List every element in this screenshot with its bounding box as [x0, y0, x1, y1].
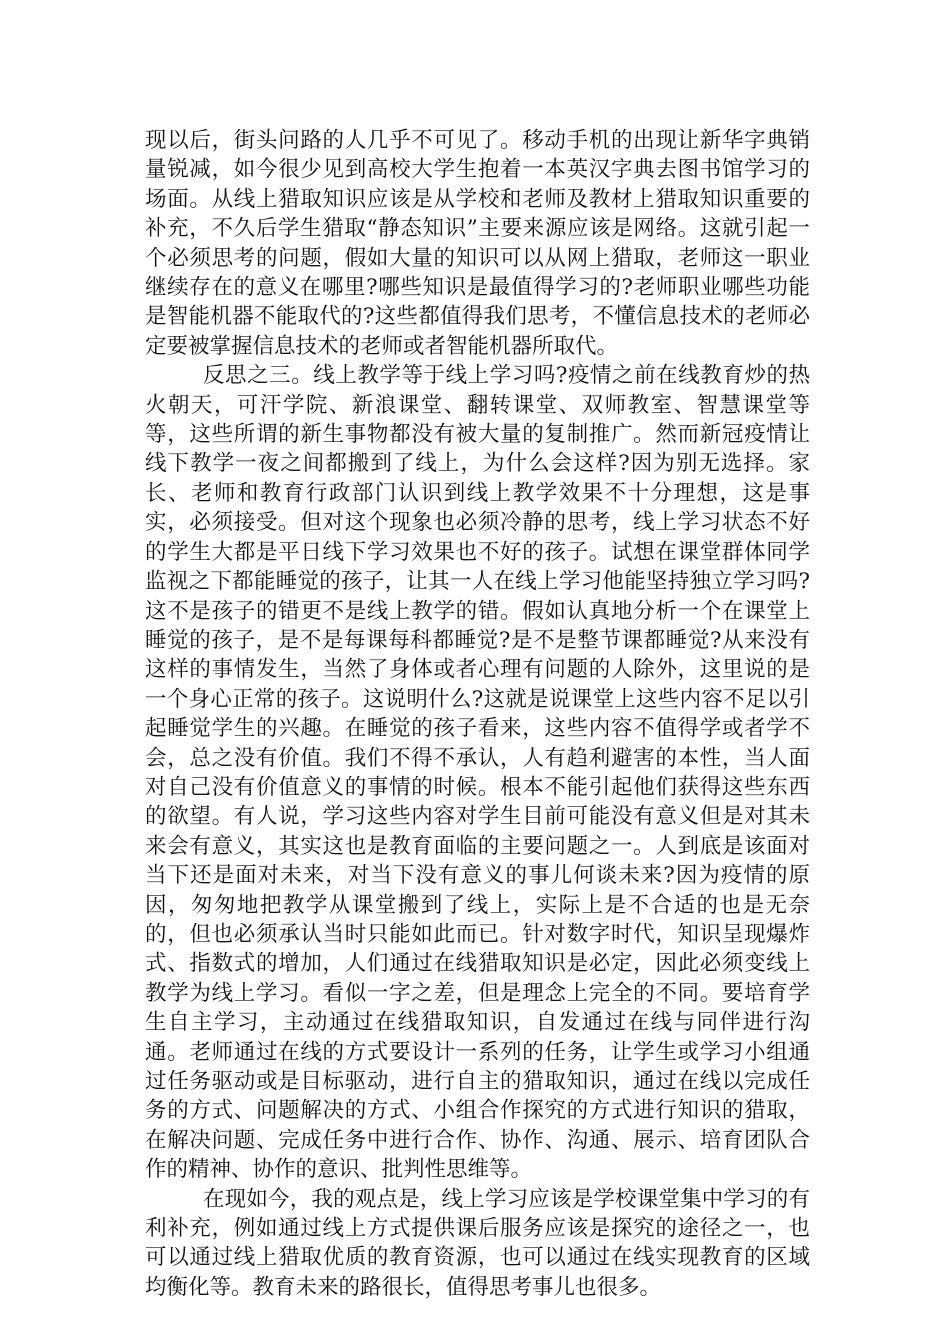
paragraph-continuation: 现以后，街头问路的人几乎不可见了。移动手机的出现让新华字典销量锐减，如今很少见到高校大学生抱着一本英汉字典去图书馆学习的场面。从线上猎取知识应该是从学校和老师及教材上猎取知识重要的补充，不久后学生猎取“静态知识”主要来源应该是网络。这就引起一个必须思考的问题，假如大量的知识可以从网上猎取，老师这一职业继续存在的意义在哪里?哪些知识是最值得学习的?老师职业哪些功能是智能机器不能取代的?这些都值得我们思考，不懂信息技术的老师必定要被掌握信息技术的老师或者智能机器所取代。 — [145, 128, 810, 359]
paragraph-reflection-three: 反思之三。线上教学等于线上学习吗?疫情之前在线教育炒的热火朝天，可汗学院、新浪课堂、翻转课堂、双师教室、智慧课堂等等，这些所谓的新生事物都没有被大量的复制推广。然而新冠疫情让线下教学一夜之间都搬到了线上，为什么会这样?因为别无选择。家长、老师和教育行政部门认识到线上教学效果不十分理想，这是事实，必须接受。但对这个现象也必须冷静的思考，线上学习状态不好的学生大都是平日线下学习效果也不好的孩子。试想在课堂群体同学监视之下都能睡觉的孩子，让其一人在线上学习他能坚持独立学习吗?这不是孩子的错更不是线上教学的错。假如认真地分析一个在课堂上睡觉的孩子，是不是每课每科都睡觉?是不是整节课都睡觉?从来没有这样的事情发生，当然了身体或者心理有问题的人除外，这里说的是一个身心正常的孩子。这说明什么?这就是说课堂上这些内容不足以引起睡觉学生的兴趣。在睡觉的孩子看来，这些内容不值得学或者学不会，总之没有价值。我们不得不承认，人有趋利避害的本性，当人面对自己没有价值意义的事情的时候。根本不能引起他们获得这些东西的欲望。有人说，学习这些内容对学生目前可能没有意义但是对其未来会有意义，其实这也是教育面临的主要问题之一。人到底是该面对当下还是面对未来，对当下没有意义的事儿何谈未来?因为疫情的原因，匆匆地把教学从课堂搬到了线上，实际上是不合适的也是无奈的，但也必须承认当时只能如此而已。针对数字时代，知识呈现爆炸式、指数式的增加，人们通过在线猎取知识是必定，因此必须变线上教学为线上学习。看似一字之差，但是理念上完全的不同。要培育学生自主学习，主动通过在线猎取知识，自发通过在线与同伴进行沟通。老师通过在线的方式要设计一系列的任务，让学生或学习小组通过任务驱动或是目标驱动，进行自主的猎取知识，通过在线以完成任务的方式、问题解决的方式、小组合作探究的方式进行知识的猎取，在解决问题、完成任务中进行合作、协作、沟通、展示、培育团队合作的精神、协作的意识、批判性思维等。 — [145, 363, 810, 1183]
paragraph-conclusion: 在现如今，我的观点是，线上学习应该是学校课堂集中学习的有利补充，例如通过线上方式提供课后服务应该是探究的途径之一，也可以通过线上猎取优质的教育资源，也可以通过在线实现教育的区域均衡化等。教育未来的路很长，值得思考事儿也很多。 — [145, 1186, 810, 1300]
document-body — [145, 126, 810, 1302]
